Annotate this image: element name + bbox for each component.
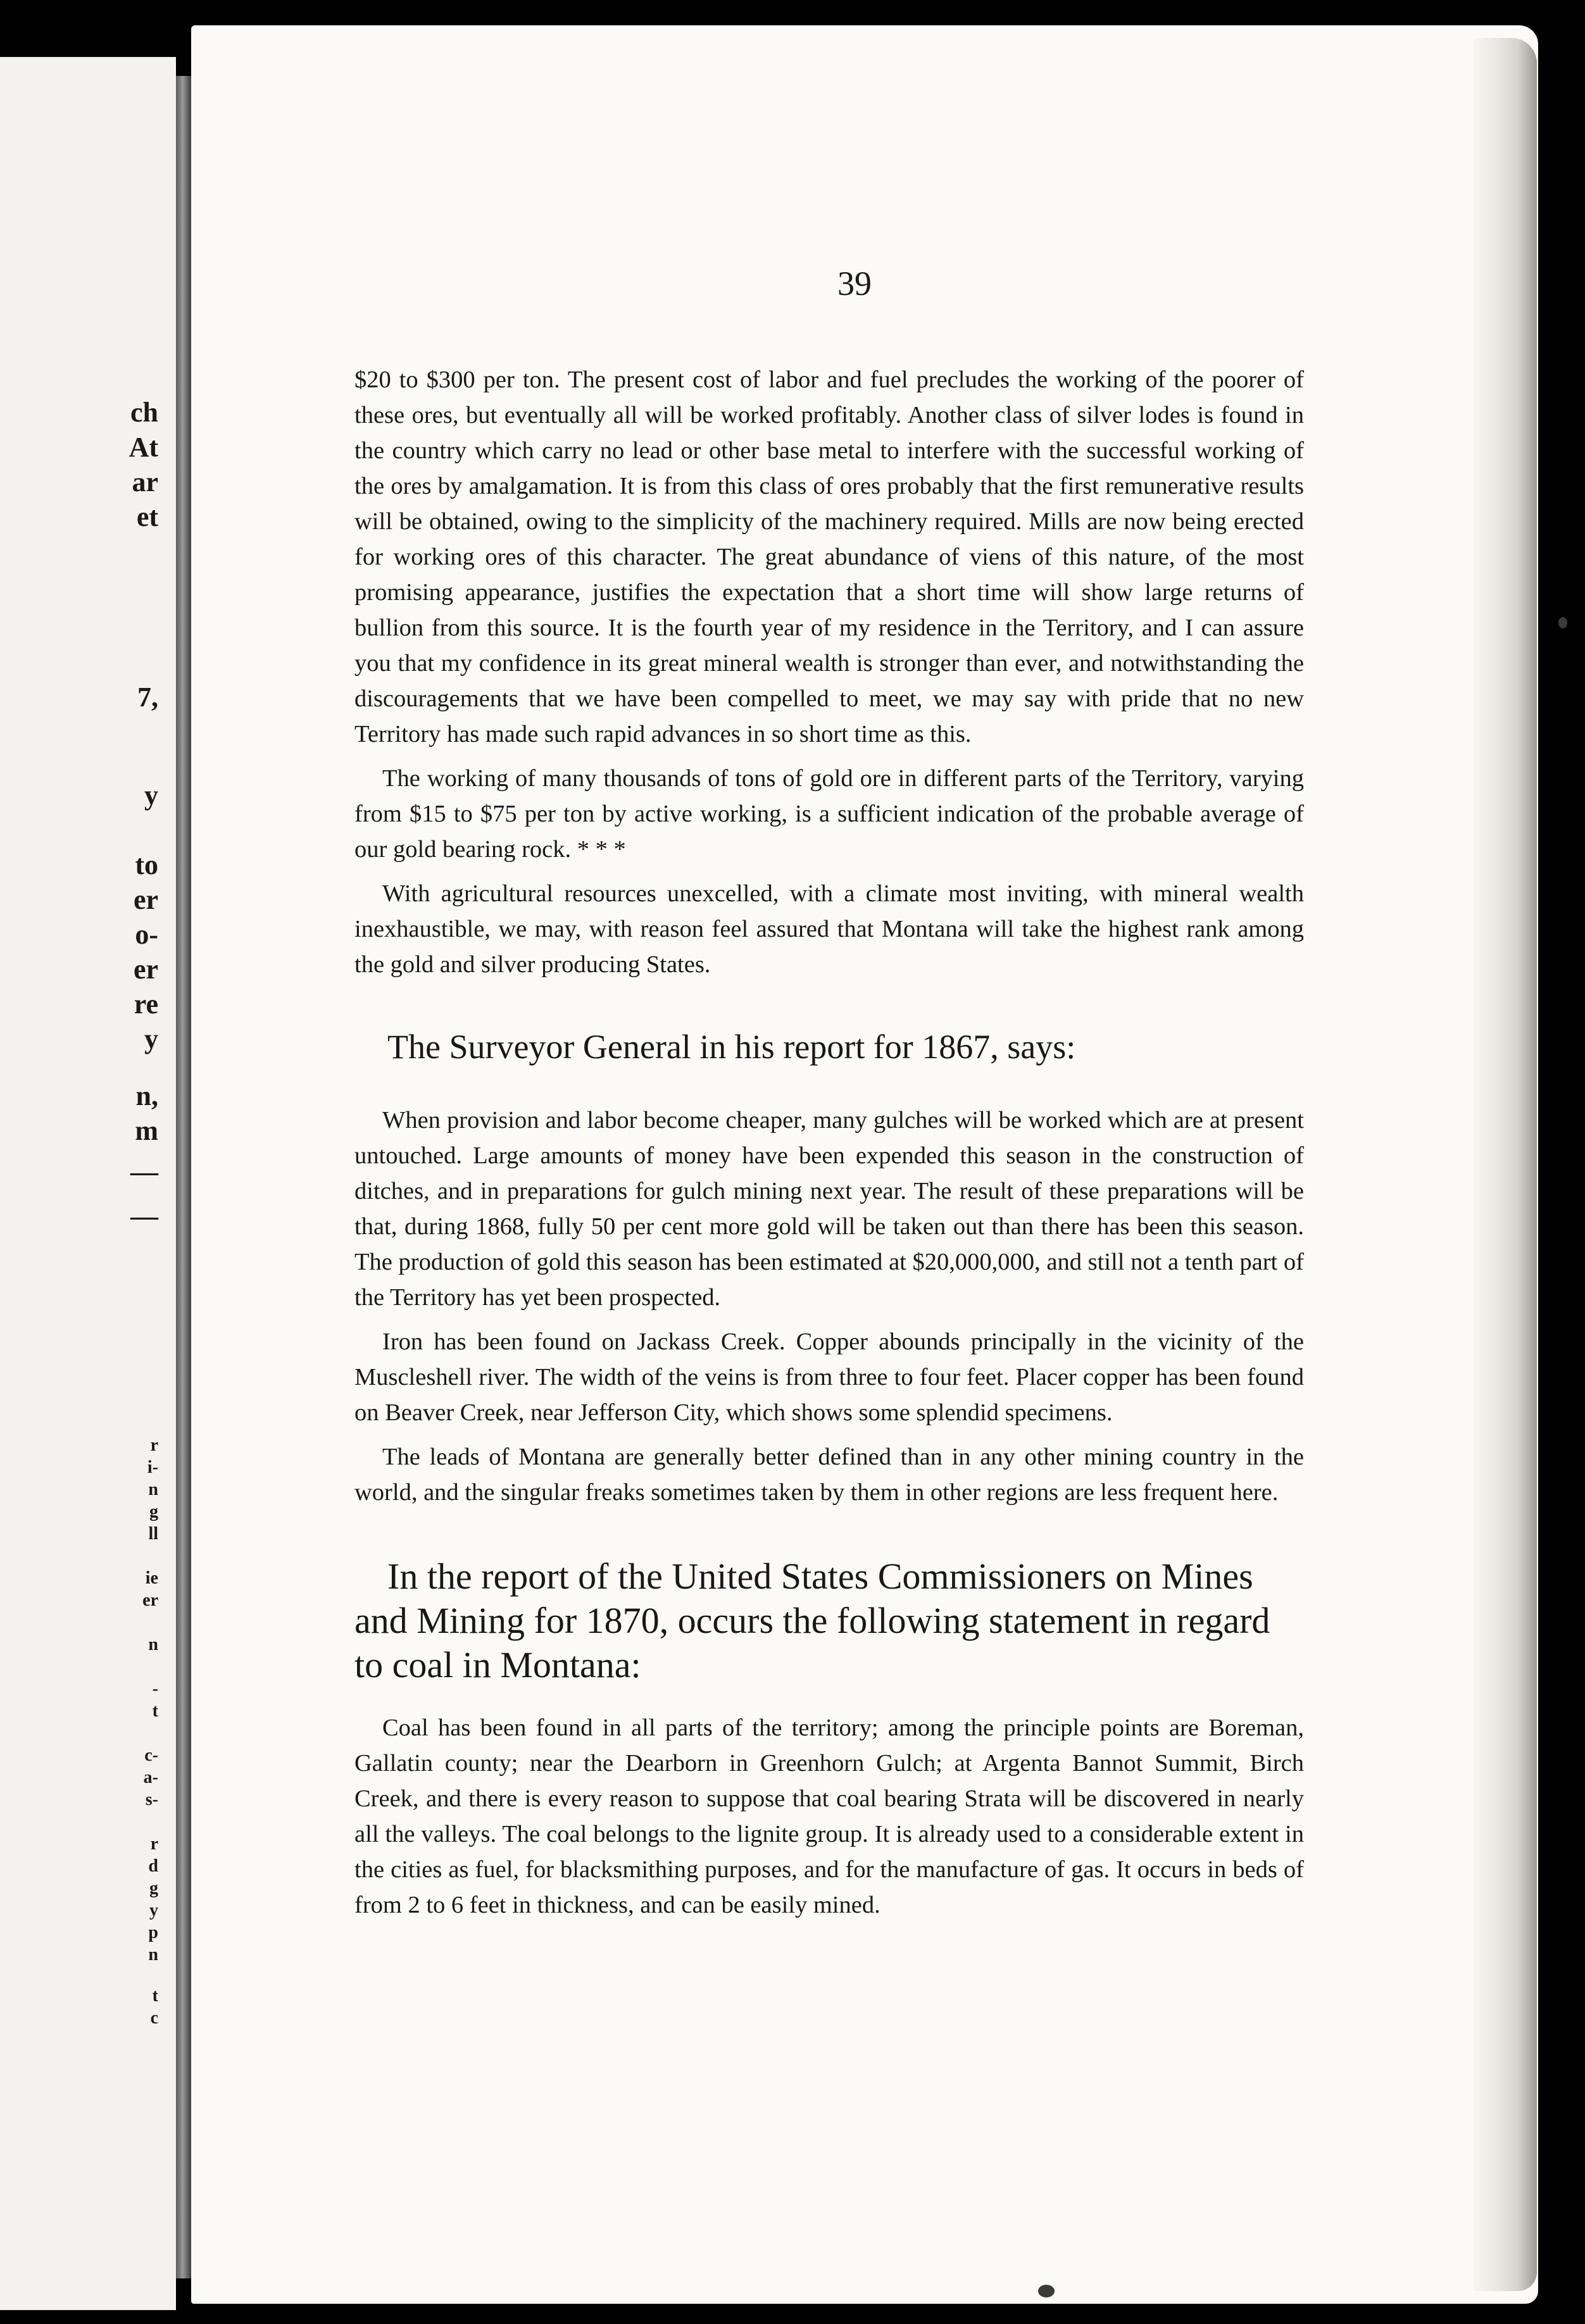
left-fragment: -: [152, 1679, 158, 1699]
left-fragment: ch: [130, 397, 158, 428]
left-fragment: t: [152, 1701, 158, 1721]
quoted-paragraph: Iron has been found on Jackass Creek. Copper abounds principally in the vicinity of the Muscleshell river. The width of the veins is from three to four feet. Placer copper has been found on Beaver Creek, near Jefferson City, which shows some splendid specimens.: [354, 1328, 1304, 1426]
page-number: 39: [837, 265, 872, 303]
left-page-margin: [0, 57, 176, 2310]
left-fragment: er: [133, 884, 158, 915]
left-fragment: er: [133, 954, 158, 985]
left-fragment: c: [150, 2008, 158, 2028]
left-fragment: o-: [135, 919, 158, 950]
left-fragment: y: [144, 1023, 158, 1054]
left-fragment: t: [152, 1986, 158, 2006]
body-paragraph: With agricultural resources unexcelled, with a climate most inviting, with mineral wealth inexhaustible, we may, with reason feel assured that Montana will take the highest rank among the gold and silver producing States.: [354, 880, 1304, 978]
left-fragment: n: [148, 1945, 158, 1965]
left-fragment: g: [149, 1878, 158, 1898]
left-fragment: —: [130, 1156, 158, 1187]
left-fragment: et: [136, 501, 158, 532]
left-fragment: r: [150, 1834, 158, 1854]
left-fragment: n: [148, 1635, 158, 1654]
left-fragment: r: [150, 1435, 158, 1455]
section-heading: The Surveyor General in his report for 1867, says:: [387, 1028, 1076, 1066]
quoted-paragraph: Coal has been found in all parts of the territory; among the principle points are Boreman, Gallatin county; near the Dearborn in Greenhorn Gulch; at Argenta Bannot Summit, Birch Creek, and there is every reason to suppose that coal bearing Strata will be discovered in nearly all the valleys. The coal belongs to the lignite group. It is already used to a considerable extent in the cities as fuel, for blacksmithing purposes, and for the manufacture of gas. It occurs in beds of from 2 to 6 feet in thickness, and can be easily mined.: [354, 1715, 1304, 1918]
section-heading: In the report of the United States Commissioners on Mines and Mining for 1870, occurs the following statement in regard to coal in Montana:: [354, 1556, 1270, 1685]
body-paragraph: $20 to $300 per ton. The present cost of labor and fuel precludes the working of the poorer of these ores, but eventually all will be worked profitably. Another class of silver lodes is found in the country which carry no lead or other base metal to interfere with the successful working of the ores by amalgamation. It is from this class of ores probably that the first remunerative results will be obtained, owing to the simplicity of the machinery required. Mills are now being erected for working ores of this character. The great abundance of viens of this nature, of the most promising appearance, justifies the expectation that a short time will show large returns of bullion from this source. It is the fourth year of my residence in the Territory, and I can assure you that my confidence in its great mineral wealth is stronger than ever, and notwithstanding the discouragements that we have been compelled to meet, we may say with pride that no new Territory has made such rapid advances in so short time as this.: [354, 366, 1304, 747]
left-fragment: ll: [148, 1524, 158, 1544]
left-fragment: —: [130, 1201, 158, 1232]
left-fragment: p: [148, 1923, 158, 1942]
book-gutter: [176, 76, 191, 2278]
left-fragment: ar: [132, 466, 158, 497]
left-fragment: y: [149, 1901, 158, 1920]
left-fragment: At: [128, 432, 158, 463]
left-fragment: to: [135, 849, 158, 880]
left-fragment: n,: [135, 1080, 158, 1111]
left-fragment: g: [149, 1502, 158, 1521]
quoted-paragraph: The leads of Montana are generally better defined than in any other mining country in the world, and the singular freaks sometimes taken by them in other regions are less frequent here.: [354, 1444, 1304, 1506]
left-fragment: ie: [145, 1568, 158, 1588]
ink-speck: [1038, 2285, 1055, 2297]
page-edge-shadow: [1474, 38, 1537, 2291]
left-fragment: 7,: [137, 682, 158, 713]
left-fragment: a-: [143, 1768, 158, 1787]
left-fragment: m: [135, 1115, 158, 1146]
left-fragment: n: [148, 1480, 158, 1499]
left-fragment: c-: [144, 1746, 158, 1765]
page-text: [354, 266, 1304, 1923]
left-fragment: s-: [145, 1790, 158, 1809]
body-paragraph: The working of many thousands of tons of gold ore in different parts of the Territory, varying from $15 to $75 per ton by active working, is a sufficient indication of the probable average of our gold bearing rock. * * *: [354, 765, 1304, 863]
left-fragment: er: [142, 1590, 158, 1610]
left-fragment: y: [144, 780, 158, 811]
ink-speck: [1558, 617, 1567, 628]
left-fragment: i-: [147, 1458, 158, 1477]
left-fragment: re: [134, 989, 158, 1020]
left-fragment: d: [148, 1856, 158, 1876]
quoted-paragraph: When provision and labor become cheaper, many gulches will be worked which are at present untouched. Large amounts of money have been expended this season in the construction of ditches, and in preparations for gulch mining next year. The result of these preparations will be that, during 1868, fully 50 per cent more gold will be taken out than there has been this season. The production of gold this season has been estimated at $20,000,000, and still not a tenth part of the Territory has yet been prospected.: [354, 1107, 1304, 1311]
